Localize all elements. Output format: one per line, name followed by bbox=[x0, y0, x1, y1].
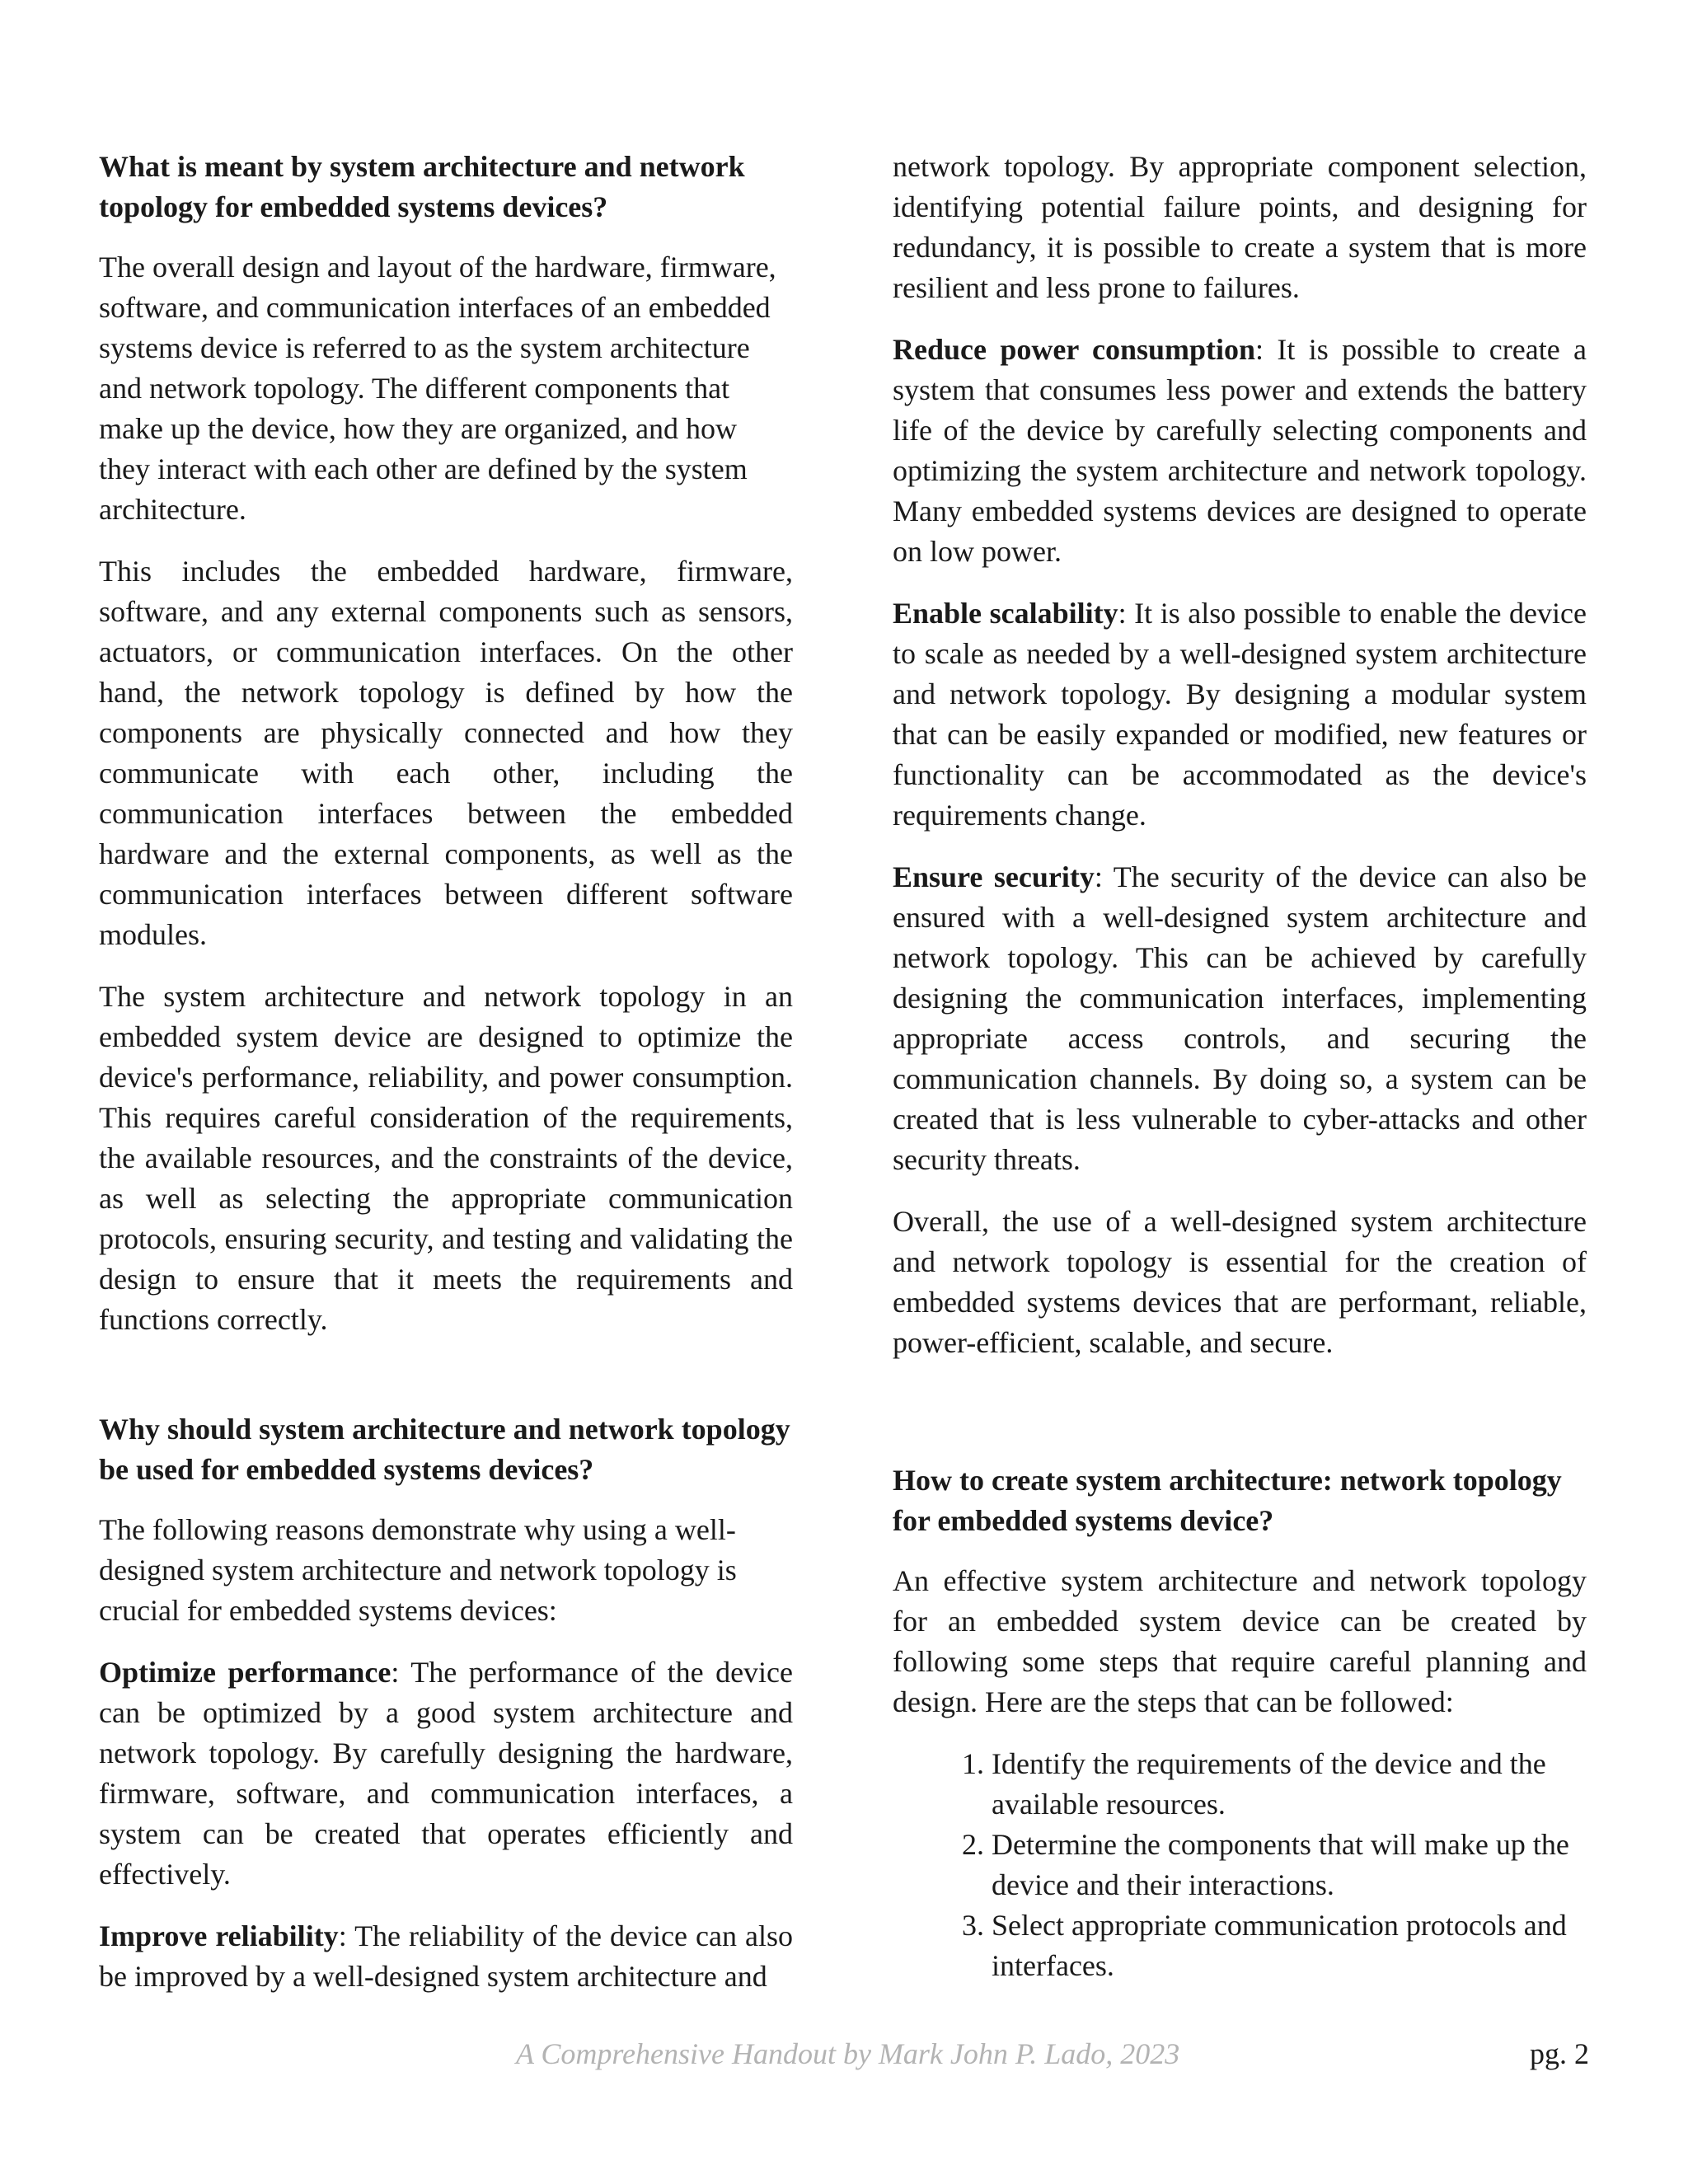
paragraph-reasons-intro: The following reasons demonstrate why using a well-designed system architecture and network topology is crucial for embedded systems devices: bbox=[99, 1513, 737, 1627]
list-item: 2. Determine the components that will make up the device and their interactions. bbox=[992, 1825, 1587, 1905]
optimize-performance-label: Optimize performance bbox=[99, 1656, 392, 1689]
heading-why-should: Why should system architecture and network topology be used for embedded systems devices? bbox=[99, 1413, 790, 1486]
paragraph-overall: Overall, the use of a well-designed system architecture and network topology is essential for the creation of embedded systems devices that are performant, reliable, power-efficient, scalable, and secure. bbox=[893, 1205, 1587, 1359]
paragraph-ensure-security bbox=[893, 857, 1587, 1180]
heading-how-to-create: How to create system architecture: network topology for embedded systems device? bbox=[893, 1464, 1562, 1537]
list-item: 3. Select appropriate communication protocols and interfaces. bbox=[992, 1905, 1587, 1986]
right-column bbox=[893, 147, 1587, 1986]
paragraph-improve-reliability bbox=[99, 1916, 793, 1997]
reduce-power-text: : It is possible to create a system that consumes less power and extends the battery life of the device by carefully selecting components and optimizing the system architecture and network topology. Many embedded systems devices are designed to operate on low power. bbox=[893, 333, 1587, 568]
left-column bbox=[99, 147, 793, 2018]
enable-scalability-label: Enable scalability bbox=[893, 597, 1118, 630]
paragraph-reduce-power bbox=[893, 330, 1587, 572]
improve-reliability-text: : The reliability of the device can also be improved by a well-designed system architecture and bbox=[99, 1919, 793, 1993]
ensure-security-label: Ensure security bbox=[893, 860, 1095, 893]
steps-list bbox=[893, 1744, 1587, 1986]
reduce-power-label: Reduce power consumption bbox=[893, 333, 1256, 366]
paragraph-enable-scalability bbox=[893, 593, 1587, 836]
enable-scalability-text: : It is also possible to enable the device to scale as needed by a well-designed system architecture and network topology. By designing a modular system that can be easily expanded or modified, new features or functionality can be accommodated as the device's requirements change. bbox=[893, 597, 1587, 832]
footer-credit: A Comprehensive Handout by Mark John P. Lado, 2023 bbox=[516, 2037, 1180, 2070]
ensure-security-text: : The security of the device can also be ensured with a well-designed system architecture and network topology. This can be achieved by carefully designing the communication interfaces, implementing appropriate access controls, and securing the communication channels. By doing so, a system can be created that is less vulnerable to cyber-attacks and other security threats. bbox=[893, 860, 1587, 1176]
list-item: 1. Identify the requirements of the device and the available resources. bbox=[992, 1744, 1587, 1825]
paragraph-reliability-continued: network topology. By appropriate component selection, identifying potential failure points, and designing for redundancy, it is possible to create a system that is more resilient and less prone to failures. bbox=[893, 150, 1587, 304]
improve-reliability-label: Improve reliability bbox=[99, 1919, 339, 1952]
paragraph-steps-intro: An effective system architecture and network topology for an embedded system device can be created by following some steps that require careful planning and design. Here are the steps that can be followed: bbox=[893, 1564, 1587, 1718]
heading-what-is-meant: What is meant by system architecture and network topology for embedded systems devices? bbox=[99, 150, 745, 223]
paragraph-optimize-performance bbox=[99, 1652, 793, 1895]
paragraph-design-goals: The system architecture and network topology in an embedded system device are designed to optimize the device's performance, reliability, and power consumption. This requires careful consideration of the requirements, the available resources, and the constraints of the device, as well as selecting the appropriate communication protocols, ensuring security, and testing and validating the design to ensure that it meets the requirements and functions correctly. bbox=[99, 980, 793, 1336]
optimize-performance-text: : The performance of the device can be optimized by a good system architecture and network topology. By carefully designing the hardware, firmware, software, and communication interfaces, a system can be created that operates efficiently and effectively. bbox=[99, 1656, 794, 1891]
paragraph-includes: This includes the embedded hardware, firmware, software, and any external components such as sensors, actuators, or communication interfaces. On the other hand, the network topology is defined by how the components are physically connected and how they communicate with each other, including the communication interfaces between the embedded hardware and the external components, as well as the communication interfaces between different software modules. bbox=[99, 555, 793, 951]
page-number: pg. 2 bbox=[1530, 2037, 1589, 2070]
paragraph-overview: The overall design and layout of the hardware, firmware, software, and communication interfaces of an embedded systems device is referred to as the system architecture and network topology. The different components that make up the device, how they are organized, and how they interact with each other are defined by the system architecture. bbox=[99, 251, 776, 526]
